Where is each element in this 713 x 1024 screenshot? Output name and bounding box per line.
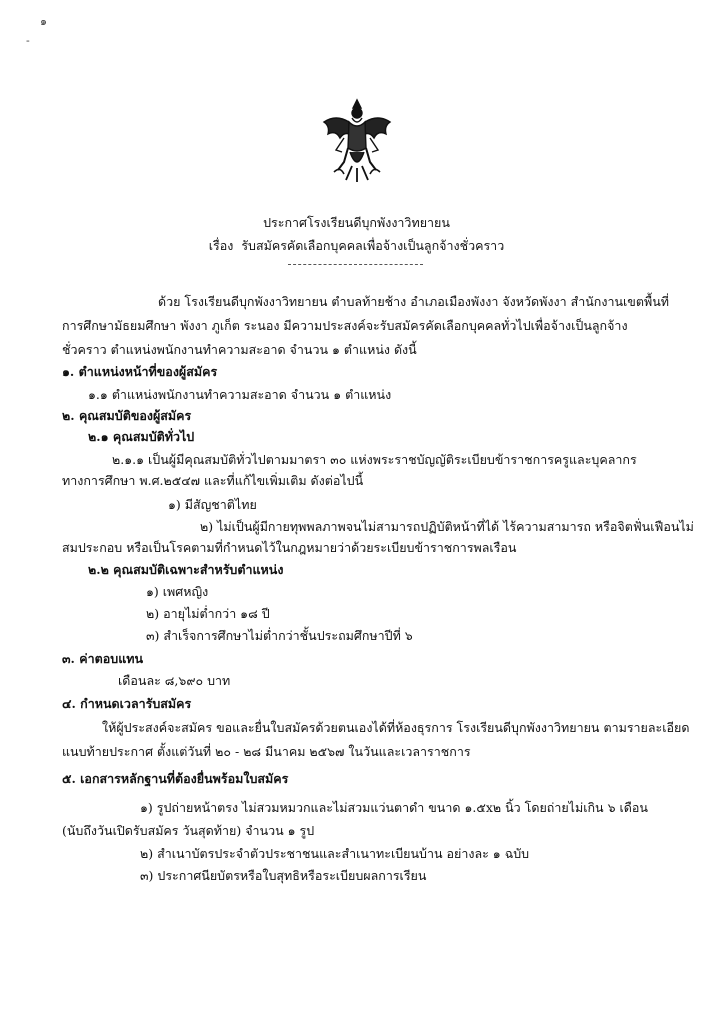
application-period-b: แนบท้ายประกาศ ตั้งแต่วันที่ ๒๐ - ๒๘ มีนาคม ๒๕๖๗ ในวันและเวลาราชการ [62,744,471,759]
intro-line-1: ด้วย โรงเรียนดีบุกพังงาวิทยายน ตำบลท้ายช้าง อำเภอเมืองพังงา จังหวัดพังงา สำนักงานเขตพื้นที่ [158,294,669,309]
section-3-title: ๓. ค่าตอบแทน [62,651,144,666]
section-2-1-1-line-a: ๒.๑.๑ เป็นผู้มีคุณสมบัติทั่วไปตามมาตรา ๓๐ แห่งพระราชบัญญัติระเบียบข้าราชการครูและบุคลากร [112,452,637,467]
corner-mark-dash: - [26,34,30,47]
qualification-education: ๓) สำเร็จการศึกษาไม่ต่ำกว่าชั้นประถมศึกษาปีที่ ๖ [146,628,413,643]
section-2-1-title: ๒.๑ คุณสมบัติทั่วไป [88,429,195,444]
document-id-copy: ๒) สำเนาบัตรประจำตัวประชาชนและสำเนาทะเบียนบ้าน อย่างละ ๑ ฉบับ [140,846,530,861]
section-2-1-1-line-b: ทางการศึกษา พ.ศ.๒๕๔๗ และที่แก้ไขเพิ่มเติม ดังต่อไปนี้ [62,473,364,488]
qualification-age: ๒) อายุไม่ต่ำกว่า ๑๘ ปี [146,606,270,621]
qualification-health-b: สมประกอบ หรือเป็นโรคตามที่กำหนดไว้ในกฎหมายว่าด้วยระเบียบข้าราชการพลเรือน [62,540,517,555]
qualification-gender: ๑) เพศหญิง [146,584,209,599]
section-2-2-title: ๒.๒ คุณสมบัติเฉพาะสำหรับตำแหน่ง [88,562,284,577]
section-4-title: ๔. กำหนดเวลารับสมัคร [62,696,192,711]
announcement-title: ประกาศโรงเรียนดีบุกพังงาวิทยายน [263,215,450,230]
document-certificate: ๓) ประกาศนียบัตรหรือใบสุทธิหรือระเบียบผลการเรียน [140,868,427,883]
intro-line-3: ชั่วคราว ตำแหน่งพนักงานทำความสะอาด จำนวน ๑ ตำแหน่ง ดังนี้ [62,342,417,357]
qualification-health-a: ๒) ไม่เป็นผู้มีกายทุพพลภาพจนไม่สามารถปฏิบัติหน้าที่ได้ ไร้ความสามารถ หรือจิตฟั่นเฟือนไม่ [200,519,694,534]
qualification-nationality: ๑) มีสัญชาติไทย [168,497,257,512]
document-photo-a: ๑) รูปถ่ายหน้าตรง ไม่สวมหมวกและไม่สวมแว่นตาดำ ขนาด ๑.๕x๒ นิ้ว โดยถ่ายไม่เกิน ๖ เดือน [140,800,648,815]
salary-text: เดือนละ ๘,๖๙๐ บาท [118,673,231,688]
section-1-title: ๑. ตำแหน่งหน้าที่ของผู้สมัคร [62,364,218,379]
garuda-emblem [316,96,398,184]
corner-mark-top: ๑ [40,15,47,28]
intro-line-2: การศึกษามัธยมศึกษา พังงา ภูเก็ต ระนอง มีความประสงค์จะรับสมัครคัดเลือกบุคคลทั่วไปเพื่อจ้างเป็นลูกจ้าง [62,318,628,333]
subject-text: รับสมัครคัดเลือกบุคคลเพื่อจ้างเป็นลูกจ้างชั่วคราว [241,238,505,253]
section-1-item: ๑.๑ ตำแหน่งพนักงานทำความสะอาด จำนวน ๑ ตำแหน่ง [88,387,392,402]
document-photo-b: (นับถึงวันเปิดรับสมัคร วันสุดท้าย) จำนวน ๑ รูป [62,823,315,838]
subject-label: เรื่อง [208,238,234,253]
section-2-title: ๒. คุณสมบัติของผู้สมัคร [62,408,192,423]
title-separator [288,264,423,265]
application-period-a: ให้ผู้ประสงค์จะสมัคร ขอและยื่นใบสมัครด้วยตนเองได้ที่ห้องธุรการ โรงเรียนดีบุกพังงาวิทยายน ตามรายละเอียด [102,720,690,735]
announcement-subject [0,238,713,254]
section-5-title: ๕. เอกสารหลักฐานที่ต้องยื่นพร้อมใบสมัคร [62,771,289,786]
